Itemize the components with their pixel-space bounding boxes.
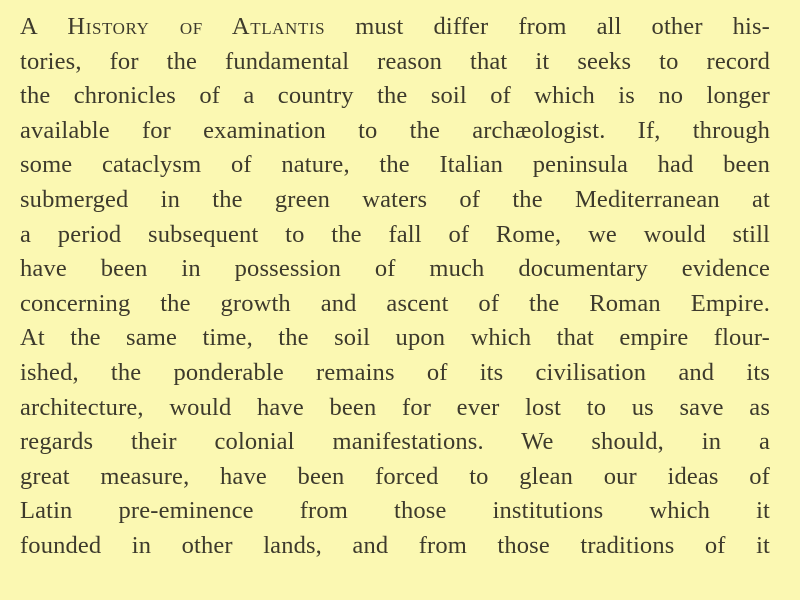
text-line: concerning the growth and ascent of the Roman Empire. — [20, 289, 770, 317]
text-line: the chronicles of a country the soil of which is no longer — [20, 82, 770, 110]
text-line: some cataclysm of nature, the Italian peninsula had been — [20, 151, 770, 179]
text-line: available for examination to the archæologist. If, through — [20, 116, 770, 144]
text-line: ished, the ponderable remains of its civilisation and its — [20, 358, 770, 386]
text-line: A History of Atlantis must differ from all other his- — [20, 13, 770, 40]
body-paragraph — [20, 0, 770, 564]
text-line: submerged in the green waters of the Mediterranean at — [20, 185, 770, 213]
opening-smallcaps: A History of Atlantis — [20, 13, 326, 40]
text-line: architecture, would have been for ever lost to us save as — [20, 393, 770, 421]
text-line: regards their colonial manifestations. We should, in a — [20, 428, 770, 456]
text-line: tories, for the fundamental reason that it seeks to record — [20, 47, 770, 75]
text-line: have been in possession of much documentary evidence — [20, 255, 770, 283]
text-line: a period subsequent to the fall of Rome, we would still — [20, 220, 770, 248]
text-line: founded in other lands, and from those traditions of it — [20, 531, 770, 559]
text-line: great measure, have been forced to glean our ideas of — [20, 462, 770, 490]
text-line: Latin pre-eminence from those institutions which it — [20, 497, 770, 525]
text-line: At the same time, the soil upon which that empire flour- — [20, 324, 770, 352]
